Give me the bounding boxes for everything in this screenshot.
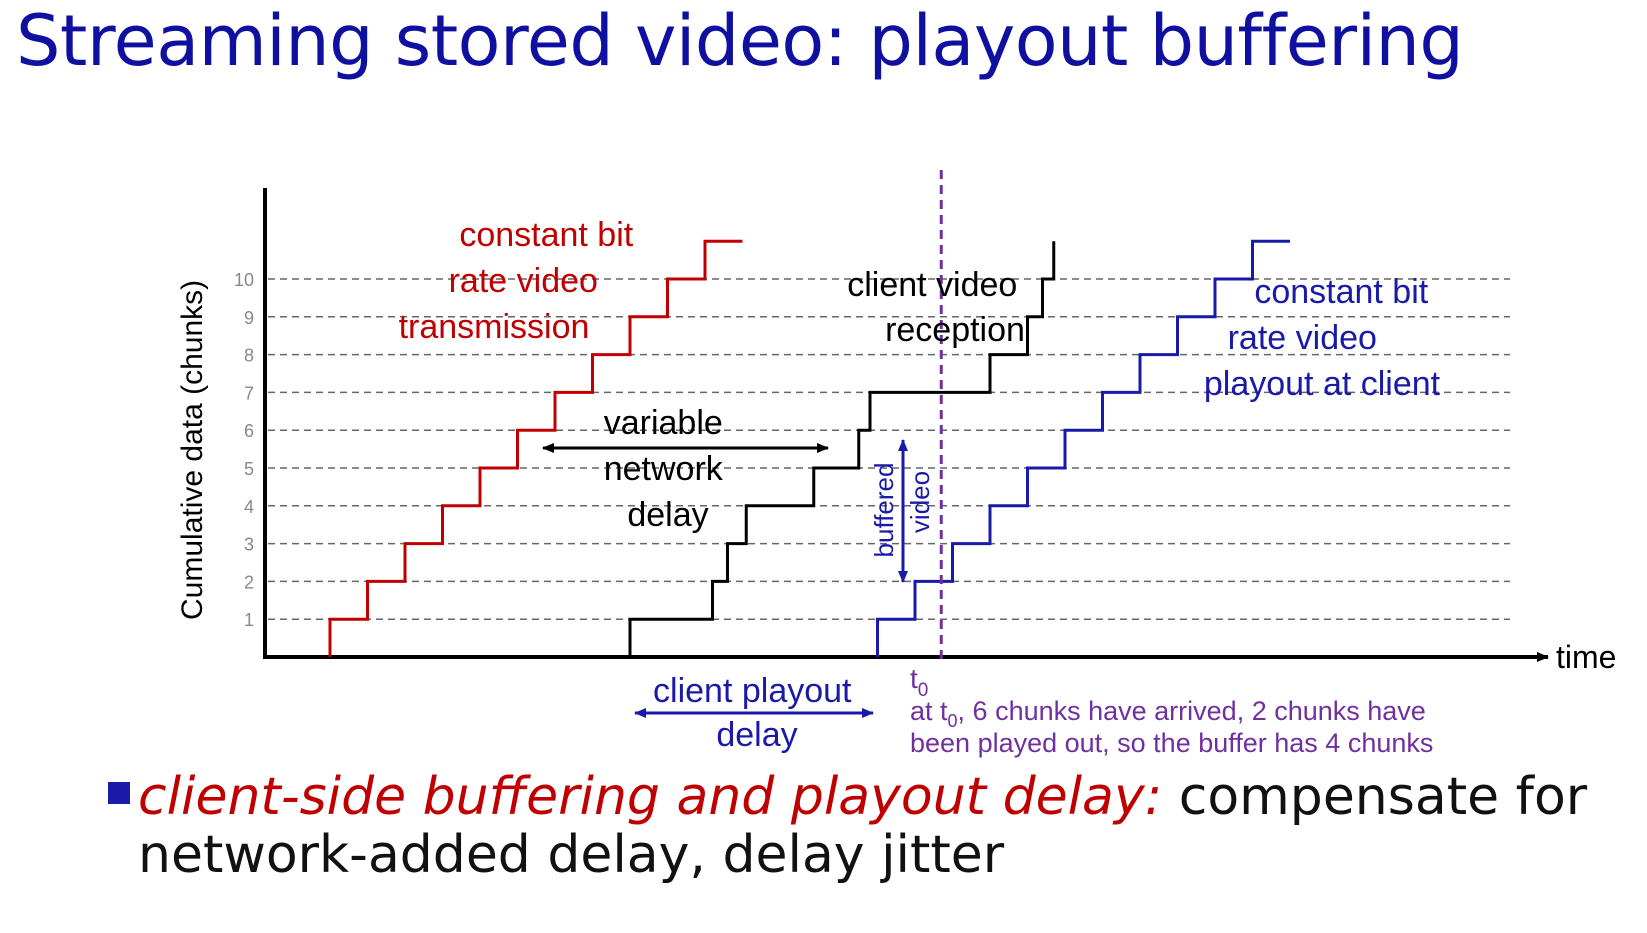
bullet-line-2: network-added delay, delay jitter	[138, 825, 1005, 885]
reception-label: client video reception	[847, 266, 1025, 349]
y-tick-label: 7	[243, 383, 254, 404]
slide-title: Streaming stored video: playout buffering	[16, 0, 1464, 82]
bullet-rest: compensate for	[1162, 767, 1588, 827]
bullet-square-icon	[108, 782, 130, 804]
bullet-emphasis: client-side buffering and playout delay:	[138, 767, 1163, 827]
y-tick-label: 4	[243, 496, 254, 517]
y-tick-label: 3	[243, 534, 254, 555]
y-tick-label: 6	[243, 421, 254, 442]
buffered-label: buffered	[869, 462, 899, 558]
network-delay-label: variable network delay	[603, 404, 723, 534]
y-tick-label: 5	[243, 459, 254, 479]
y-tick-label: 9	[243, 307, 254, 328]
y-tick-label: 2	[243, 572, 254, 593]
y-axis-label: Cumulative data (chunks)	[176, 279, 209, 620]
x-axis-label: time	[1556, 639, 1617, 675]
bullet-line-1	[138, 768, 1587, 826]
t0-label: $t_0$	[910, 663, 929, 701]
y-tick-label: 1	[243, 610, 254, 631]
y-tick-label: 8	[243, 345, 254, 366]
playout-delay-label: client playout delay	[653, 672, 852, 754]
buffered-label-2: video	[905, 470, 935, 534]
transmission-label: constant bit rate video transmission	[398, 216, 634, 346]
t0-note: at $t_0$, 6 chunks have arrived, 2 chunks have been played out, so the buffer has 4 chunks	[910, 696, 1434, 758]
y-tick-label: 10	[233, 270, 254, 290]
playout-label: constant bit rate video playout at client	[1203, 273, 1441, 403]
